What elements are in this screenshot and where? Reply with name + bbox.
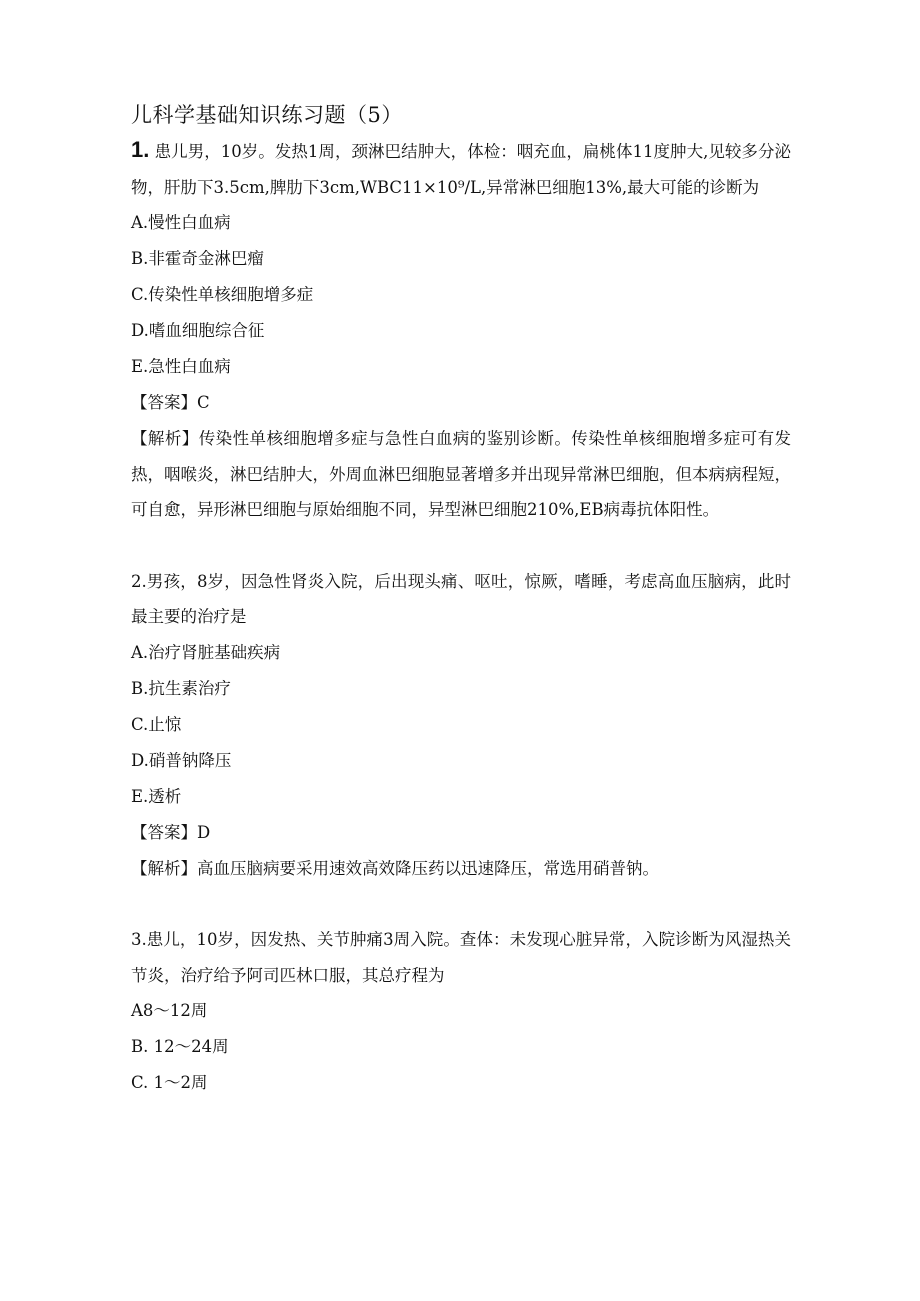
option-c: C.止惊 bbox=[131, 714, 182, 734]
analysis: 【解析】传染性单核细胞增多症与急性白血病的鉴别诊断。传染性单核细胞增多症可有发热，咽喉炎，淋巴结肿大，外周血淋巴细胞显著增多并出现异常淋巴细胞，但本病病程短，可自愈，异形淋巴细胞与原始细胞不同，异型淋巴细胞210%,EB病毒抗体阳性。 bbox=[131, 429, 791, 519]
answer: 【答案】C bbox=[131, 393, 210, 412]
question-number: 1. bbox=[131, 137, 150, 162]
option-b: B.非霍奇金淋巴瘤 bbox=[131, 249, 264, 268]
option-e: E.透析 bbox=[131, 786, 182, 806]
question-text: 患儿男，10岁。发热1周，颈淋巴结肿大，体检：咽充血，扁桃体11度肿大,见较多分泌物，肝肋下3.5cm,脾肋下3cm,WBC11×10⁹/L,异常淋巴细胞13%,最大可能的诊断为 bbox=[131, 142, 791, 197]
question-1 bbox=[131, 132, 791, 528]
option-e: E.急性白血病 bbox=[131, 357, 231, 376]
option-a: A.治疗肾脏基础疾病 bbox=[131, 642, 281, 662]
option-c: C. 1～2周 bbox=[131, 1073, 208, 1092]
option-b: B.抗生素治疗 bbox=[131, 678, 231, 698]
analysis: 【解析】高血压脑病要采用速效高效降压药以迅速降压，常选用硝普钠。 bbox=[131, 858, 659, 878]
question-2 bbox=[131, 564, 791, 887]
option-a: A.慢性白血病 bbox=[131, 213, 231, 232]
spacer bbox=[131, 528, 791, 564]
option-d: D.硝普钠降压 bbox=[131, 750, 232, 770]
question-3 bbox=[131, 922, 791, 1101]
option-b: B. 12～24周 bbox=[131, 1037, 229, 1056]
option-d: D.嗜血细胞综合征 bbox=[131, 321, 265, 340]
question-number: 3. bbox=[131, 930, 147, 949]
question-stem bbox=[131, 132, 791, 205]
question-text: 患儿，10岁，因发热、关节肿痛3周入院。查体：未发现心脏异常，入院诊断为风湿热关节炎，治疗给予阿司匹林口服，其总疗程为 bbox=[131, 930, 791, 985]
option-a: A8～12周 bbox=[131, 1001, 208, 1020]
document-title: 儿科学基础知识练习题（5） bbox=[131, 103, 403, 127]
question-number: 2. bbox=[131, 571, 147, 591]
question-stem bbox=[131, 564, 791, 635]
answer: 【答案】D bbox=[131, 822, 211, 842]
question-stem bbox=[131, 922, 791, 993]
spacer bbox=[131, 886, 791, 922]
option-c: C.传染性单核细胞增多症 bbox=[131, 285, 314, 304]
question-text: 男孩，8岁，因急性肾炎入院，后出现头痛、呕吐，惊厥，嗜睡，考虑高血压脑病，此时最主要的治疗是 bbox=[131, 571, 791, 626]
document-page bbox=[131, 100, 791, 1101]
